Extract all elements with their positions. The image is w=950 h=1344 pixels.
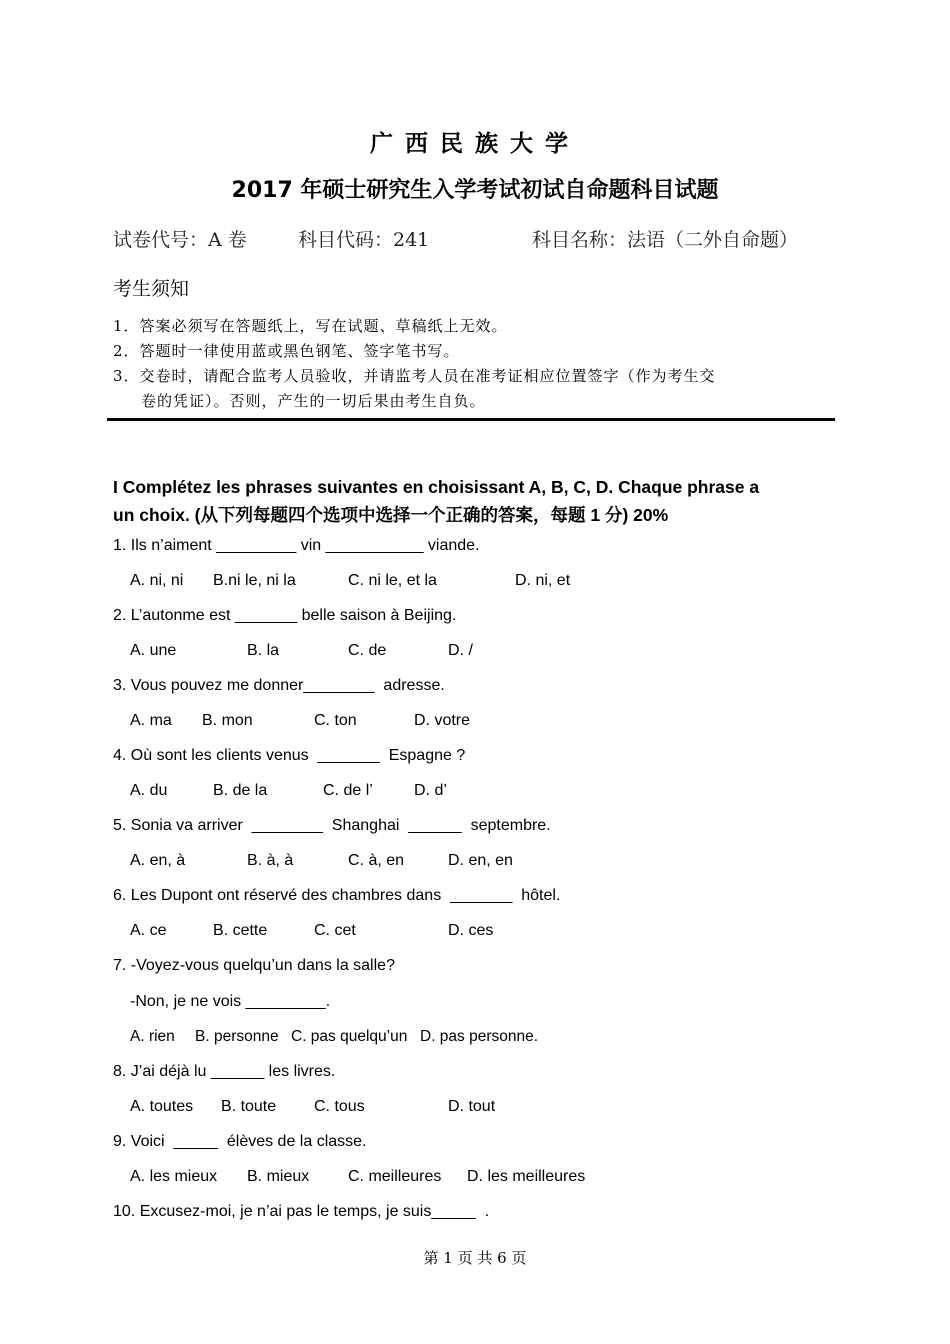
question-4: 4. Où sont les clients venus _______ Espagne ?	[113, 747, 466, 764]
option: A. ce	[130, 922, 167, 939]
option: B. cette	[213, 922, 268, 939]
option: A. une	[130, 642, 177, 659]
option: B.ni le, ni la	[213, 572, 296, 589]
university-title: 广西民族大学	[370, 131, 580, 157]
option: D. en, en	[448, 852, 513, 869]
question-8: 8. J’ai déjà lu ______ les livres.	[113, 1063, 336, 1080]
option: D. /	[448, 642, 473, 659]
section-heading: I Complétez les phrases suivantes en choisissant A, B, C, D. Chaque phrase a	[113, 477, 760, 497]
notice-item: 卷的凭证）。否则，产生的一切后果由考生自负。	[141, 392, 486, 410]
option: D. ni, et	[515, 572, 571, 589]
question-6: 6. Les Dupont ont réservé des chambres dans _______ hôtel.	[113, 887, 561, 904]
option: A. ma	[130, 712, 172, 729]
exam-title: 2017 年硕士研究生入学考试初试自命题科目试题	[231, 178, 719, 203]
option: B. personne	[195, 1028, 279, 1045]
section-heading-line2: un choix. (从下列每题四个选项中选择一个正确的答案，每题 1 分) 20%	[113, 505, 669, 525]
question-3: 3. Vous pouvez me donner________ adresse.	[113, 677, 445, 694]
option: C. tous	[314, 1098, 365, 1115]
option: B. à, à	[247, 852, 294, 869]
page-number: 第 1 页 共 6 页	[423, 1249, 527, 1267]
option: C. de l’	[323, 782, 373, 799]
option: A. en, à	[130, 852, 186, 869]
option: C. ni le, et la	[348, 572, 437, 589]
question-5: 5. Sonia va arriver ________ Shanghai ______ septembre.	[113, 817, 551, 834]
subject-code: 科目代码：241	[298, 229, 430, 251]
option: B. la	[247, 642, 280, 659]
option: C. meilleures	[348, 1168, 442, 1185]
option: D. votre	[414, 712, 471, 729]
notice-item: 3．交卷时，请配合监考人员验收，并请监考人员在准考证相应位置签字（作为考生交	[113, 367, 716, 385]
option: B. mon	[202, 712, 253, 729]
option: C. à, en	[348, 852, 405, 869]
question-10: 10. Excusez-moi, je n’ai pas le temps, je suis_____ .	[113, 1203, 490, 1220]
option: C. ton	[314, 712, 357, 729]
option: A. rien	[130, 1028, 175, 1045]
question-2: 2. L’autonme est _______ belle saison à Beijing.	[113, 607, 457, 624]
paper-code: 试卷代号：A 卷	[113, 229, 247, 251]
option: D. les meilleures	[467, 1168, 586, 1185]
notice-item: 2．答题时一律使用蓝或黑色钢笔、签字笔书写。	[113, 342, 460, 360]
notice-item: 1．答案必须写在答题纸上，写在试题、草稿纸上无效。	[113, 317, 508, 335]
question-7-reply: -Non, je ne vois _________.	[130, 993, 331, 1010]
notice-heading: 考生须知	[113, 278, 190, 300]
option: C. pas quelqu’un	[291, 1028, 408, 1045]
question-9: 9. Voici _____ élèves de la classe.	[113, 1133, 367, 1150]
subject-name: 科目名称：法语（二外自命题）	[532, 229, 799, 251]
divider-rule	[107, 418, 835, 421]
question-1: 1. Ils n’aiment _________ vin ___________ viande.	[113, 537, 480, 554]
option: D. pas personne.	[420, 1028, 539, 1045]
option: B. toute	[221, 1098, 277, 1115]
option: D. ces	[448, 922, 494, 939]
question-7: 7. -Voyez-vous quelqu’un dans la salle?	[113, 957, 395, 974]
option: A. ni, ni	[130, 572, 184, 589]
option: D. d’	[414, 782, 447, 799]
option: C. cet	[314, 922, 356, 939]
option: B. mieux	[247, 1168, 310, 1185]
option: A. toutes	[130, 1098, 194, 1115]
option: B. de la	[213, 782, 268, 799]
option: A. les mieux	[130, 1168, 218, 1185]
option: D. tout	[448, 1098, 496, 1115]
option: C. de	[348, 642, 387, 659]
option: A. du	[130, 782, 168, 799]
